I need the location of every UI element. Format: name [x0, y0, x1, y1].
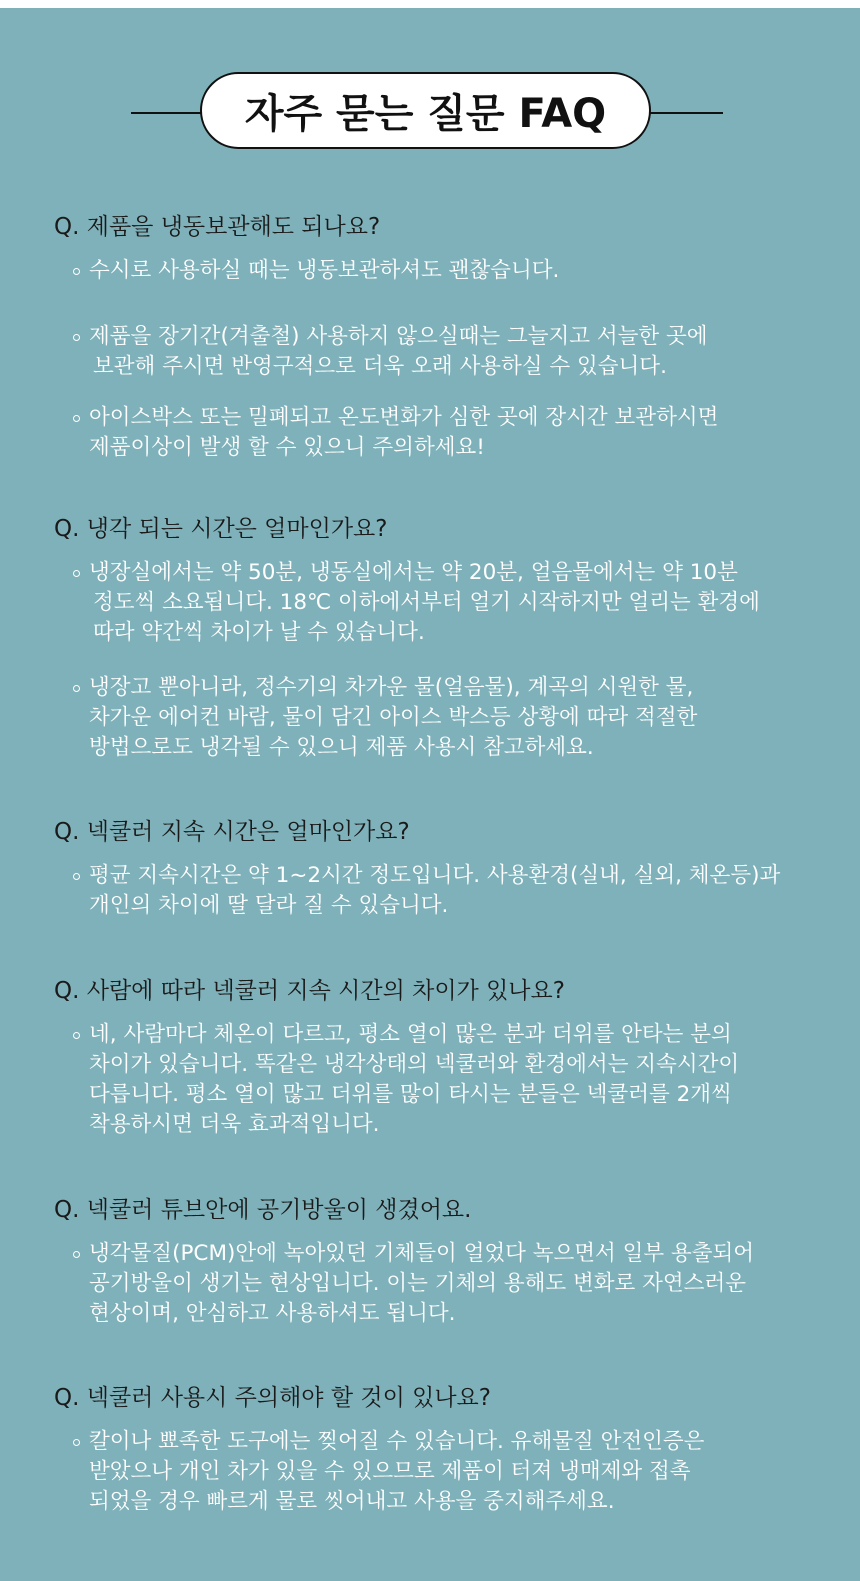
answer-line: 아이스박스 또는 밀폐되고 온도변화가 심한 곳에 장시간 보관하시면 [89, 405, 719, 430]
answer-line: 따라 약간씩 차이가 날 수 있습니다. [93, 620, 425, 645]
faq-item [54, 1195, 834, 1326]
title-pill [200, 72, 651, 149]
answer-line: 냉장실에서는 약 50분, 냉동실에서는 약 20분, 얼음물에서는 약 10분 [89, 560, 738, 585]
answer-line: 평균 지속시간은 약 1~2시간 정도입니다. 사용환경(실내, 실외, 체온등)과 [89, 863, 781, 888]
faq-question: Q. 냉각 되는 시간은 얼마인가요? [54, 516, 388, 542]
faq-item [54, 514, 834, 760]
answer-line: 다릅니다. 평소 열이 많고 더위를 많이 타시는 분들은 넥쿨러를 2개씩 [89, 1082, 732, 1107]
answer-line: 공기방울이 생기는 현상입니다. 이는 기체의 용해도 변화로 자연스러운 [89, 1271, 746, 1296]
answer-line: 네, 사람마다 체온이 다르고, 평소 열이 많은 분과 더위를 안타는 분의 [89, 1022, 732, 1047]
answer-line: 정도씩 소요됩니다. 18℃ 이하에서부터 얼기 시작하지만 얼리는 환경에 [93, 590, 760, 615]
answer-line: 제품을 장기간(겨출철) 사용하지 않으실때는 그늘지고 서늘한 곳에 [89, 324, 708, 349]
answer-line: 수시로 사용하실 때는 냉동보관하셔도 괜찮습니다. [89, 258, 560, 283]
answer-line: 보관해 주시면 반영구적으로 더욱 오래 사용하실 수 있습니다. [93, 354, 667, 379]
faq-item [54, 1383, 834, 1514]
answer-line: 방법으로도 냉각될 수 있으니 제품 사용시 참고하세요. [89, 735, 594, 760]
faq-question: Q. 넥쿨러 튜브안에 공기방울이 생겼어요. [54, 1197, 472, 1223]
faq-item [54, 817, 834, 918]
answer-line: 차가운 에어컨 바람, 물이 담긴 아이스 박스등 상황에 따라 적절한 [89, 705, 698, 730]
faq-header [0, 64, 860, 144]
faq-question: Q. 제품을 냉동보관해도 되나요? [54, 214, 381, 240]
title-divider-right [650, 112, 723, 114]
faq-panel [0, 8, 860, 1581]
page-title: 자주 묻는 질문 FAQ [244, 91, 607, 137]
faq-item [54, 976, 834, 1137]
faq-item [54, 212, 834, 460]
answer-line: 착용하시면 더욱 효과적입니다. [89, 1112, 380, 1137]
answer-line: 받았으나 개인 차가 있을 수 있으므로 제품이 터져 냉매제와 접촉 [89, 1459, 691, 1484]
faq-question: Q. 사람에 따라 넥쿨러 지속 시간의 차이가 있나요? [54, 978, 565, 1004]
answer-line: 칼이나 뾰족한 도구에는 찢어질 수 있습니다. 유해물질 안전인증은 [89, 1429, 705, 1454]
answer-line: 냉각물질(PCM)안에 녹아있던 기체들이 얼었다 녹으면서 일부 용출되어 [89, 1241, 755, 1266]
answer-line: 되었을 경우 빠르게 물로 씻어내고 사용을 중지해주세요. [89, 1489, 615, 1514]
answer-line: 개인의 차이에 딸 달라 질 수 있습니다. [89, 893, 449, 918]
faq-question: Q. 넥쿨러 사용시 주의해야 할 것이 있나요? [54, 1385, 491, 1411]
answer-line: 제품이상이 발생 할 수 있으니 주의하세요! [89, 435, 485, 460]
answer-line: 냉장고 뿐아니라, 정수기의 차가운 물(얼음물), 계곡의 시원한 물, [89, 675, 694, 700]
title-divider-left [131, 112, 203, 114]
answer-line: 차이가 있습니다. 똑같은 냉각상태의 넥쿨러와 환경에서는 지속시간이 [89, 1052, 740, 1077]
faq-question: Q. 넥쿨러 지속 시간은 얼마인가요? [54, 819, 410, 845]
answer-line: 현상이며, 안심하고 사용하셔도 됩니다. [89, 1301, 456, 1326]
